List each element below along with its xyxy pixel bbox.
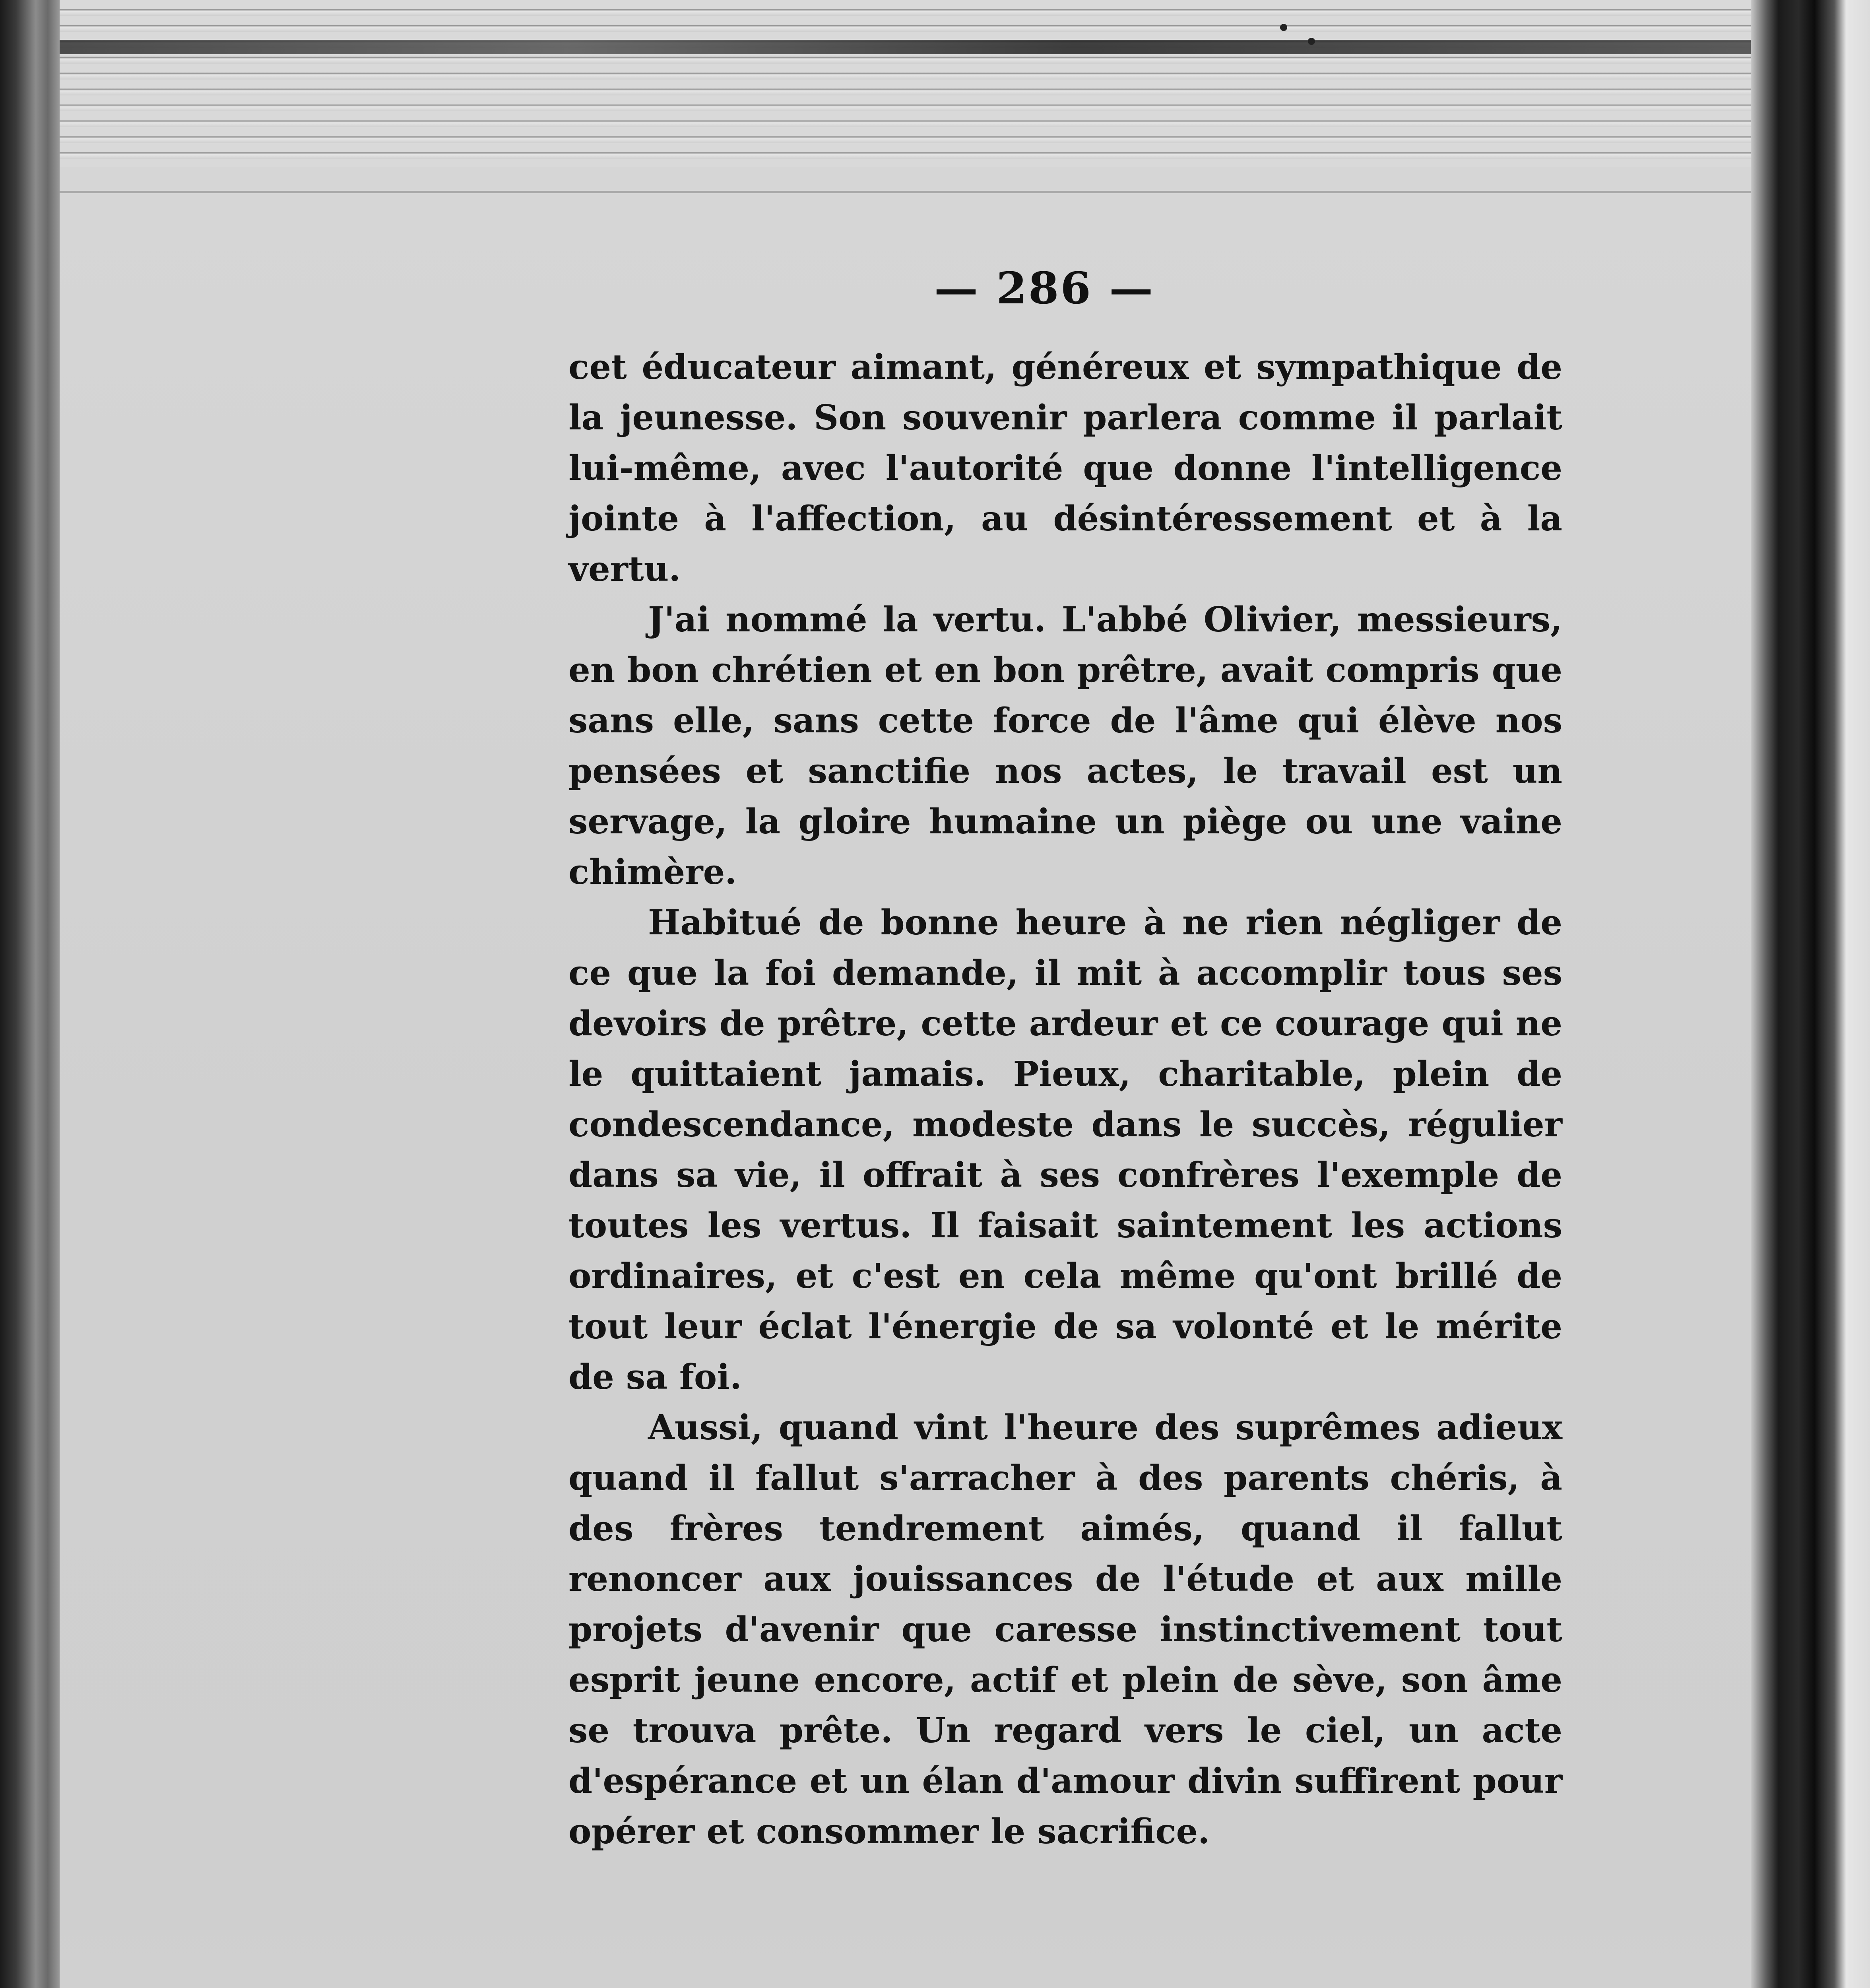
paragraph: J'ai nommé la vertu. L'abbé Olivier, messieurs, en bon chrétien et en bon prêtre, avait compris que sans elle, sans cette force de l'âme qui élève nos pensées et sanctifie nos actes, le travail est un servage, la gloire humaine un piège ou une vaine chimère. [568,600,1562,892]
page-top-shadow [60,40,1751,54]
book-binding-left-edge [0,0,60,1988]
ruled-line [60,191,1751,193]
ink-speck [1280,24,1287,31]
page-top-edge [60,0,1751,167]
ink-speck [1308,38,1315,45]
paragraph: cet éducateur aimant, généreux et sympathique de la jeunesse. Son souvenir parlera comme il parlait lui-même, avec l'autorité que donne l'intelligence jointe à l'affection, au désintéressement et à la vertu. [568,347,1562,589]
paragraph: Habitué de bonne heure à ne rien négliger de ce que la foi demande, il mit à accomplir tous ses devoirs de prêtre, cette ardeur et ce courage qui ne le quittaient jamais. Pieux, charitable, plein de condescendance, modeste dans le succès, régulier dans sa vie, il offrait à ses confrères l'exemple de toutes les vertus. Il faisait saintement les actions ordinaires, et c'est en cela même qu'ont brillé de tout leur éclat l'énergie de sa volonté et le mérite de sa foi. [568,903,1562,1397]
body-text [568,342,1562,1857]
paragraph: Aussi, quand vint l'heure des suprêmes adieux quand il fallut s'arracher à des parents chéris, à des frères tendrement aimés, quand il fallut renoncer aux jouissances de l'étude et aux mille projets d'avenir que caresse instinctivement tout esprit jeune encore, actif et plein de sève, son âme se trouva prête. Un regard vers le ciel, un acte d'espérance et un élan d'amour divin suffirent pour opérer et consommer le sacrifice. [568,1408,1562,1852]
page-number: — 286 — [934,262,1155,314]
book-binding-right-edge [1751,0,1870,1988]
